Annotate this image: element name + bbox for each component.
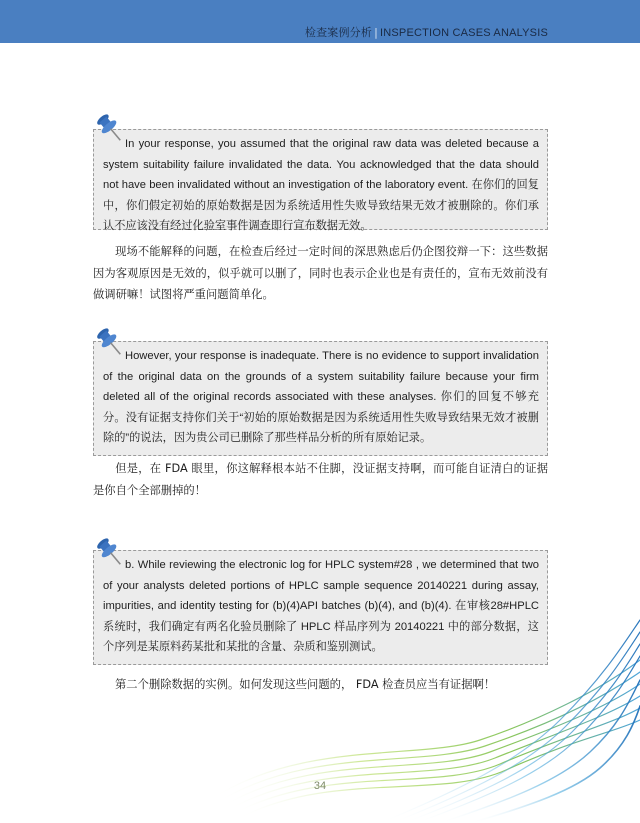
push-pin-icon bbox=[90, 108, 130, 148]
quote-box-2 bbox=[93, 341, 548, 456]
quote-text-1: In your response, you assumed that the original raw data was deleted because a system suitability failure invalidated the data. You acknowledged that the data should not have been invalidated without an investigation of the laboratory event. 在你们的回复中，你们假定初始的原始数据是因为系统适用性失败导致结果无效才被删除的。你们承认不应该没有经过化验室事件调查即行宣布数据无效。 bbox=[103, 138, 539, 232]
header-title-cn: 检查案例分析 bbox=[304, 26, 373, 39]
page-number: 34 bbox=[313, 780, 327, 792]
paragraph-1 bbox=[93, 241, 548, 306]
quote-text-3: b. While reviewing the electronic log for HPLC system#28 , we determined that two of your analysts deleted portions of HPLC sample sequence 20140221 during assay, impurities, and identity testing for (b)(4)API batches (b)(4), and (b)(4). 在审核28#HPLC 系统时，我们确定有两名化验员删除了 HPLC 样品序列为 20140221 中的部分数据，这个序列是某原料药某批和某批的含量、杂质和鉴别测试。 bbox=[103, 559, 539, 653]
header-separator: | bbox=[374, 26, 378, 39]
header-title-en: INSPECTION CASES ANALYSIS bbox=[379, 27, 548, 39]
paragraph-2 bbox=[93, 458, 548, 501]
header-bar bbox=[0, 0, 640, 43]
paragraph-3 bbox=[93, 674, 548, 696]
quote-box-1 bbox=[93, 129, 548, 230]
header-title bbox=[305, 24, 548, 40]
push-pin-icon bbox=[90, 322, 130, 362]
quote-box-3 bbox=[93, 550, 548, 665]
paragraph-text-1: 现场不能解释的问题，在检查后经过一定时间的深思熟虑后仍企图狡辩一下：这些数据因为客观原因是无效的，似乎就可以删了，同时也表示企业也是有责任的，宣布无效前没有做调研嘛！试图将严重问题简单化。 bbox=[93, 245, 548, 301]
push-pin-icon bbox=[90, 532, 130, 572]
quote-text-2: However, your response is inadequate. There is no evidence to support invalidation of the original data on the grounds of a system suitability failure because your firm deleted all of the original records associated with these analyses. 你们的回复不够充分。没有证据支持你们关于“初始的原始数据是因为系统适用性失败导致结果无效才被删除的”的说法，因为贵公司已删除了那些样品分析的所有原始记录。 bbox=[103, 350, 539, 444]
paragraph-text-2: 但是，在 FDA 眼里，你这解释根本站不住脚，没证据支持啊，而可能自证清白的证据是你自个全部删掉的！ bbox=[93, 462, 548, 497]
paragraph-text-3: 第二个删除数据的实例。如何发现这些问题的， FDA 检查员应当有证据啊！ bbox=[115, 678, 496, 691]
